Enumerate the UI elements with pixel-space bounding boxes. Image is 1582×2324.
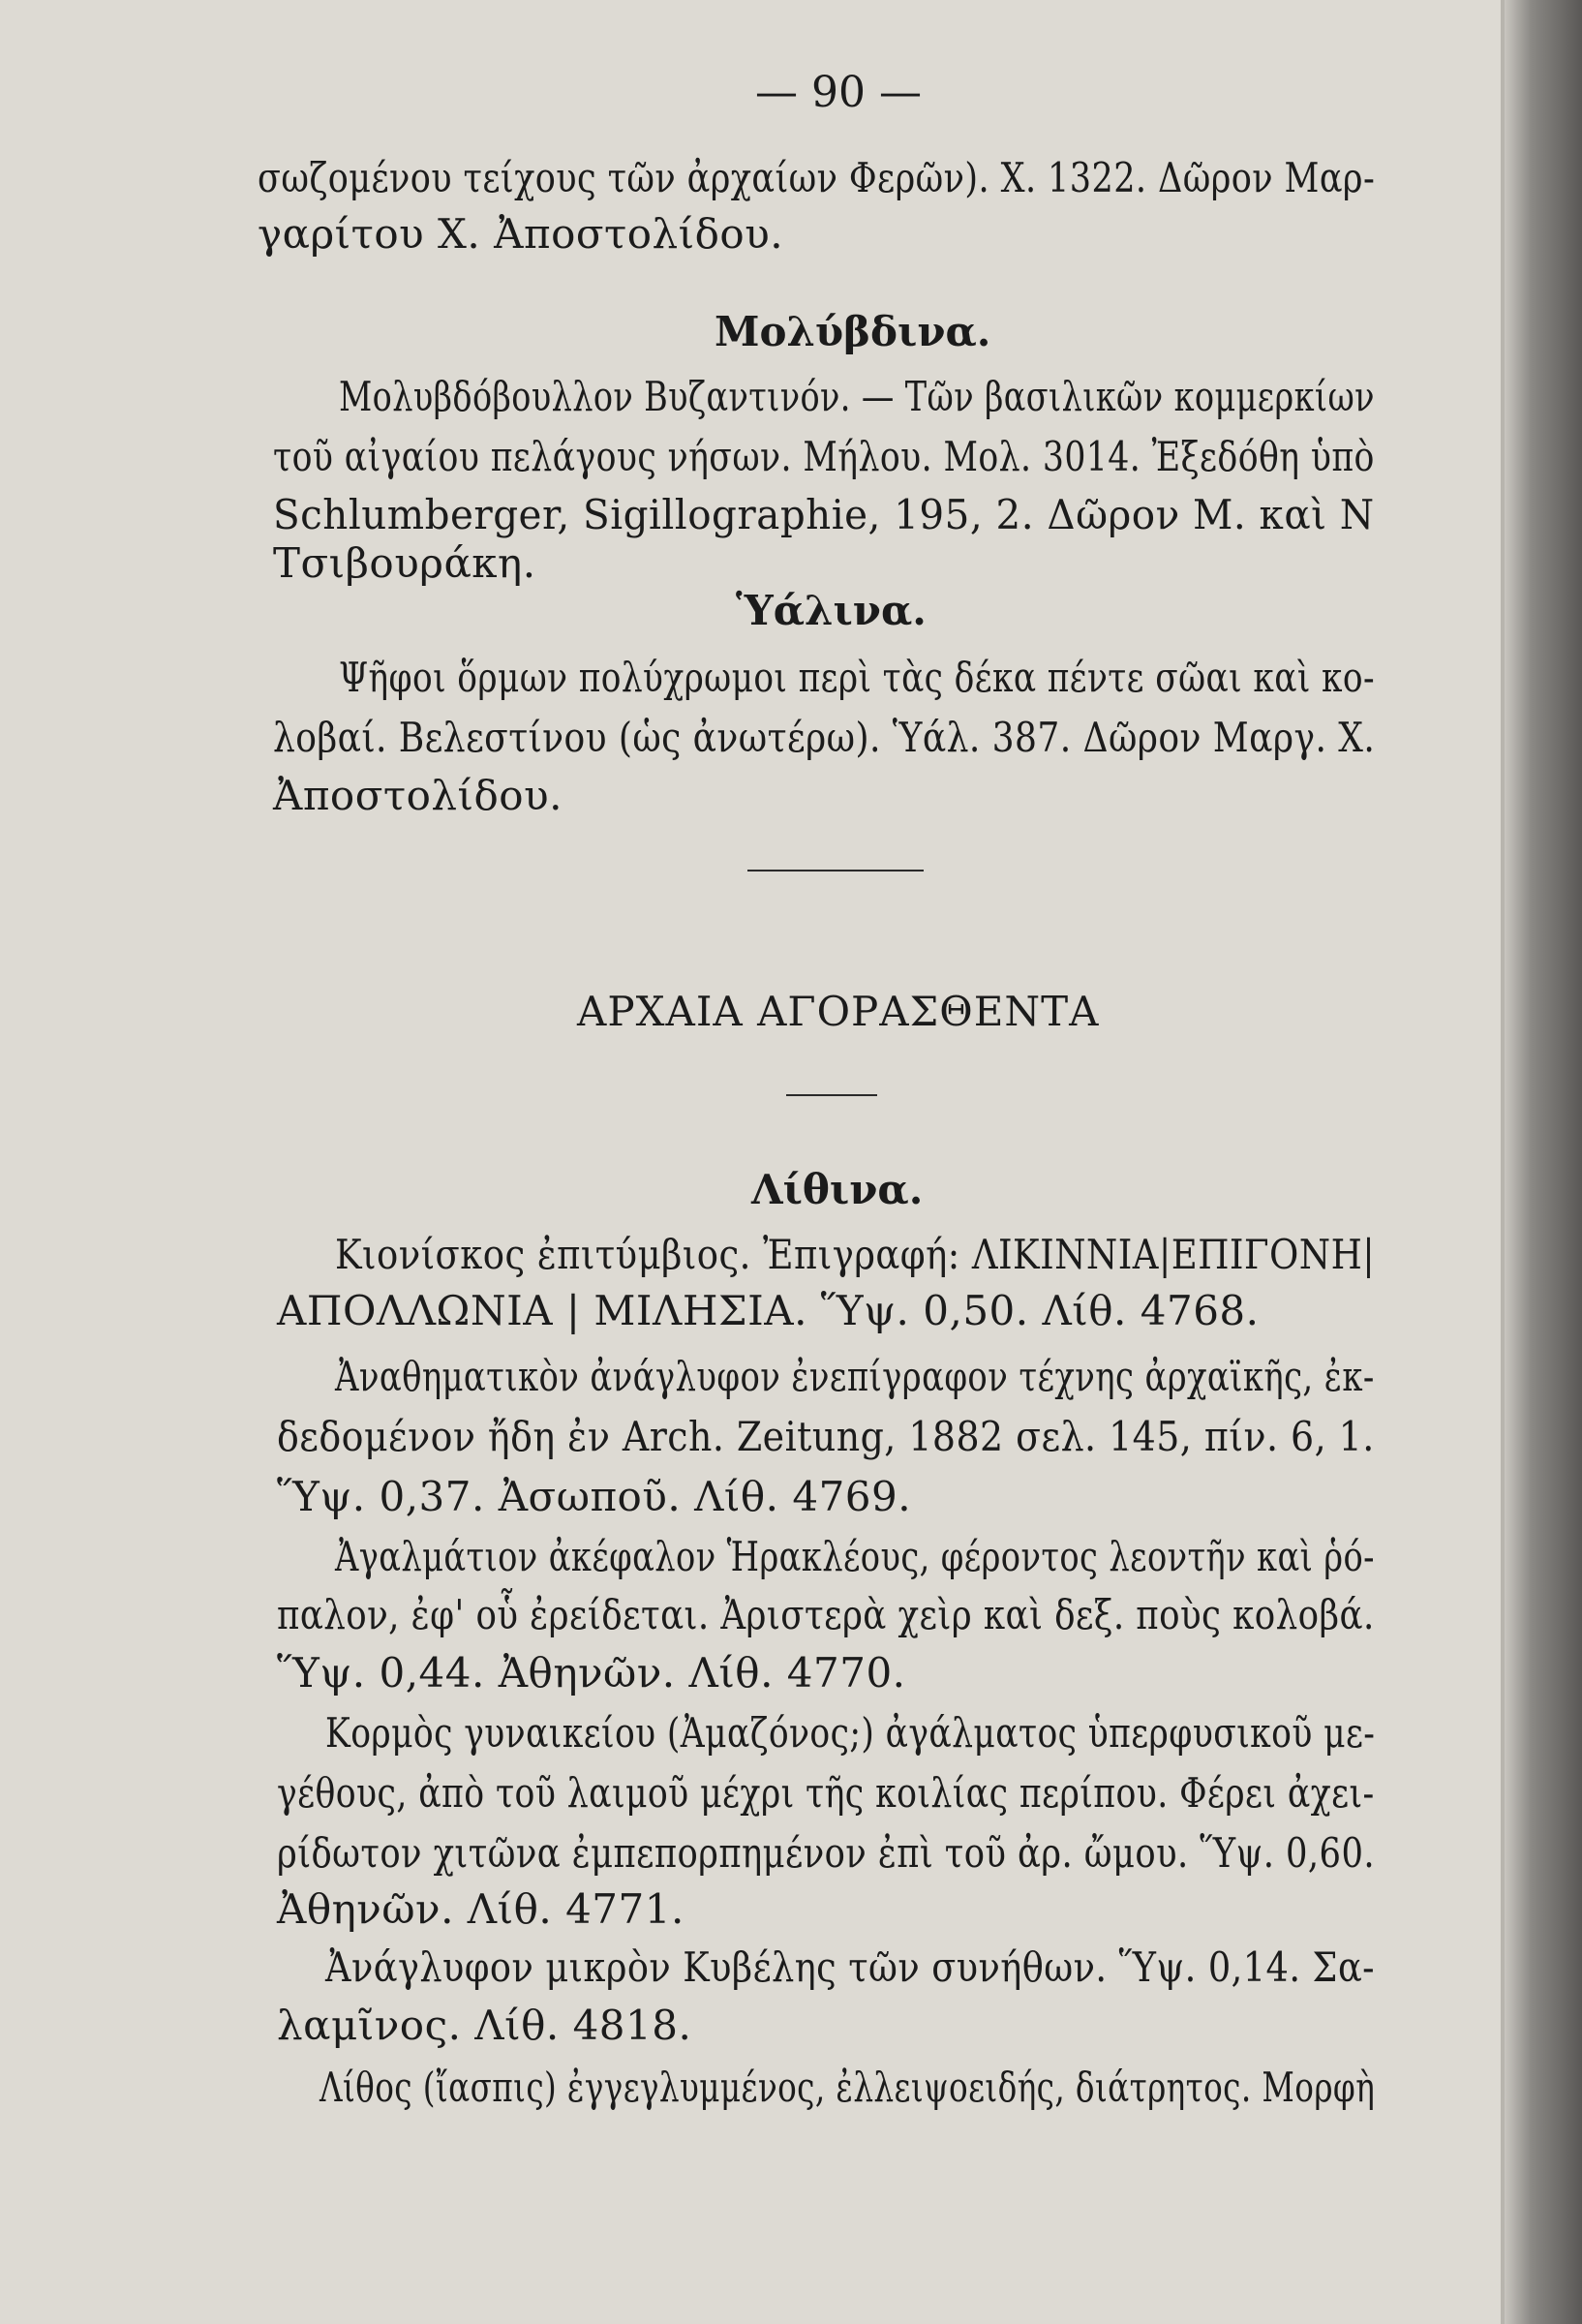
lithina-line-14: λαμῖνος. Λίθ. 4818. [277,2002,692,2049]
lithina-line-15: Λίθος (ἴασπις) ἐγγεγλυμμένος, ἐλλειψοειδής, διάτρητος. Μορφὴ [319,2064,1376,2111]
lithina-line-7: παλον, ἐφ' οὗ ἐρείδεται. Ἀριστερὰ χεὶρ καὶ δεξ. ποὺς κολοβά. [277,1591,1375,1638]
heading-molybdina: Μολύβδινα. [715,308,991,355]
molybdina-line-1: Μολυβδόβουλλον Βυζαντινόν. — Τῶν βασιλικῶν κομμερκίων [339,373,1375,420]
heading-lithina: Λίθινα. [751,1166,924,1213]
title-underline [786,1094,877,1096]
lithina-line-10: γέθους, ἀπὸ τοῦ λαιμοῦ μέχρι τῆς κοιλίας περίπου. Φέρει ἀχει- [277,1769,1375,1817]
molybdina-line-2: τοῦ αἰγαίου πελάγους νήσων. Μήλου. Μολ. 3014. Ἐξεδόθη ὑπὸ [273,433,1375,480]
main-section-title: ΑΡΧΑΙΑ ΑΓΟΡΑΣΘΕΝΤΑ [577,988,1100,1035]
yalina-line-3: Ἀποστολίδου. [273,772,563,819]
lithina-line-5: Ὕψ. 0,37. Ἀσωποῦ. Λίθ. 4769. [277,1473,912,1520]
lithina-line-11: ρίδωτον χιτῶνα ἐμπεπορπημένον ἐπὶ τοῦ ἀρ. ὤμου. Ὕψ. 0,60. [277,1829,1376,1877]
book-spine-shadow [1505,0,1582,2324]
intro-line-1: σωζομένου τείχους τῶν ἀρχαίων Φερῶν). Χ. 1322. Δῶρον Μαρ- [258,154,1376,201]
yalina-line-2: λοβαί. Βελεστίνου (ὡς ἀνωτέρω). Ὑάλ. 387. Δῶρον Μαργ. Χ. [273,714,1376,761]
lithina-line-12: Ἀθηνῶν. Λίθ. 4771. [277,1885,685,1933]
lithina-line-9: Κορμὸς γυναικείου (Ἀμαζόνος;) ἀγάλματος ὑπερφυσικοῦ με- [325,1709,1376,1757]
molybdina-line-3: Schlumberger, Sigillographie, 195, 2. Δῶρον Μ. καὶ Ν [273,491,1375,538]
yalina-line-1: Ψῆφοι ὅρμων πολύχρωμοι περὶ τὰς δέκα πέντε σῶαι καὶ κο- [339,654,1376,701]
lithina-line-3: Ἀναθηματικὸν ἀνάγλυφον ἐνεπίγραφον τέχνης ἀρχαϊκῆς, ἐκ- [335,1353,1375,1400]
heading-yalina: Ὑάλινα. [736,587,927,634]
page-number: — 90 — [755,68,922,117]
section-divider [747,870,924,872]
molybdina-line-4: Τσιβουράκη. [273,539,536,587]
lithina-line-1: Κιονίσκος ἐπιτύμβιος. Ἐπιγραφή: ΛΙΚΙΝΝΙΑ|ΕΠΙΓΟΝΗ| [335,1231,1376,1278]
lithina-line-4: δεδομένον ἤδη ἐν Arch. Zeitung, 1882 σελ. 145, πίν. 6, 1. [277,1413,1375,1460]
intro-line-2: γαρίτου Χ. Ἀποστολίδου. [258,210,784,258]
lithina-line-13: Ἀνάγλυφον μικρὸν Κυβέλης τῶν συνήθων. Ὕψ. 0,14. Σα- [325,1943,1376,1991]
lithina-line-2: ΑΠΟΛΛΩΝΙΑ | ΜΙΛΗΣΙΑ. Ὕψ. 0,50. Λίθ. 4768. [277,1287,1260,1334]
lithina-line-8: Ὕψ. 0,44. Ἀθηνῶν. Λίθ. 4770. [277,1649,906,1697]
lithina-line-6: Ἀγαλμάτιον ἀκέφαλον Ἡρακλέους, φέροντος λεοντῆν καὶ ῥό- [335,1533,1375,1580]
